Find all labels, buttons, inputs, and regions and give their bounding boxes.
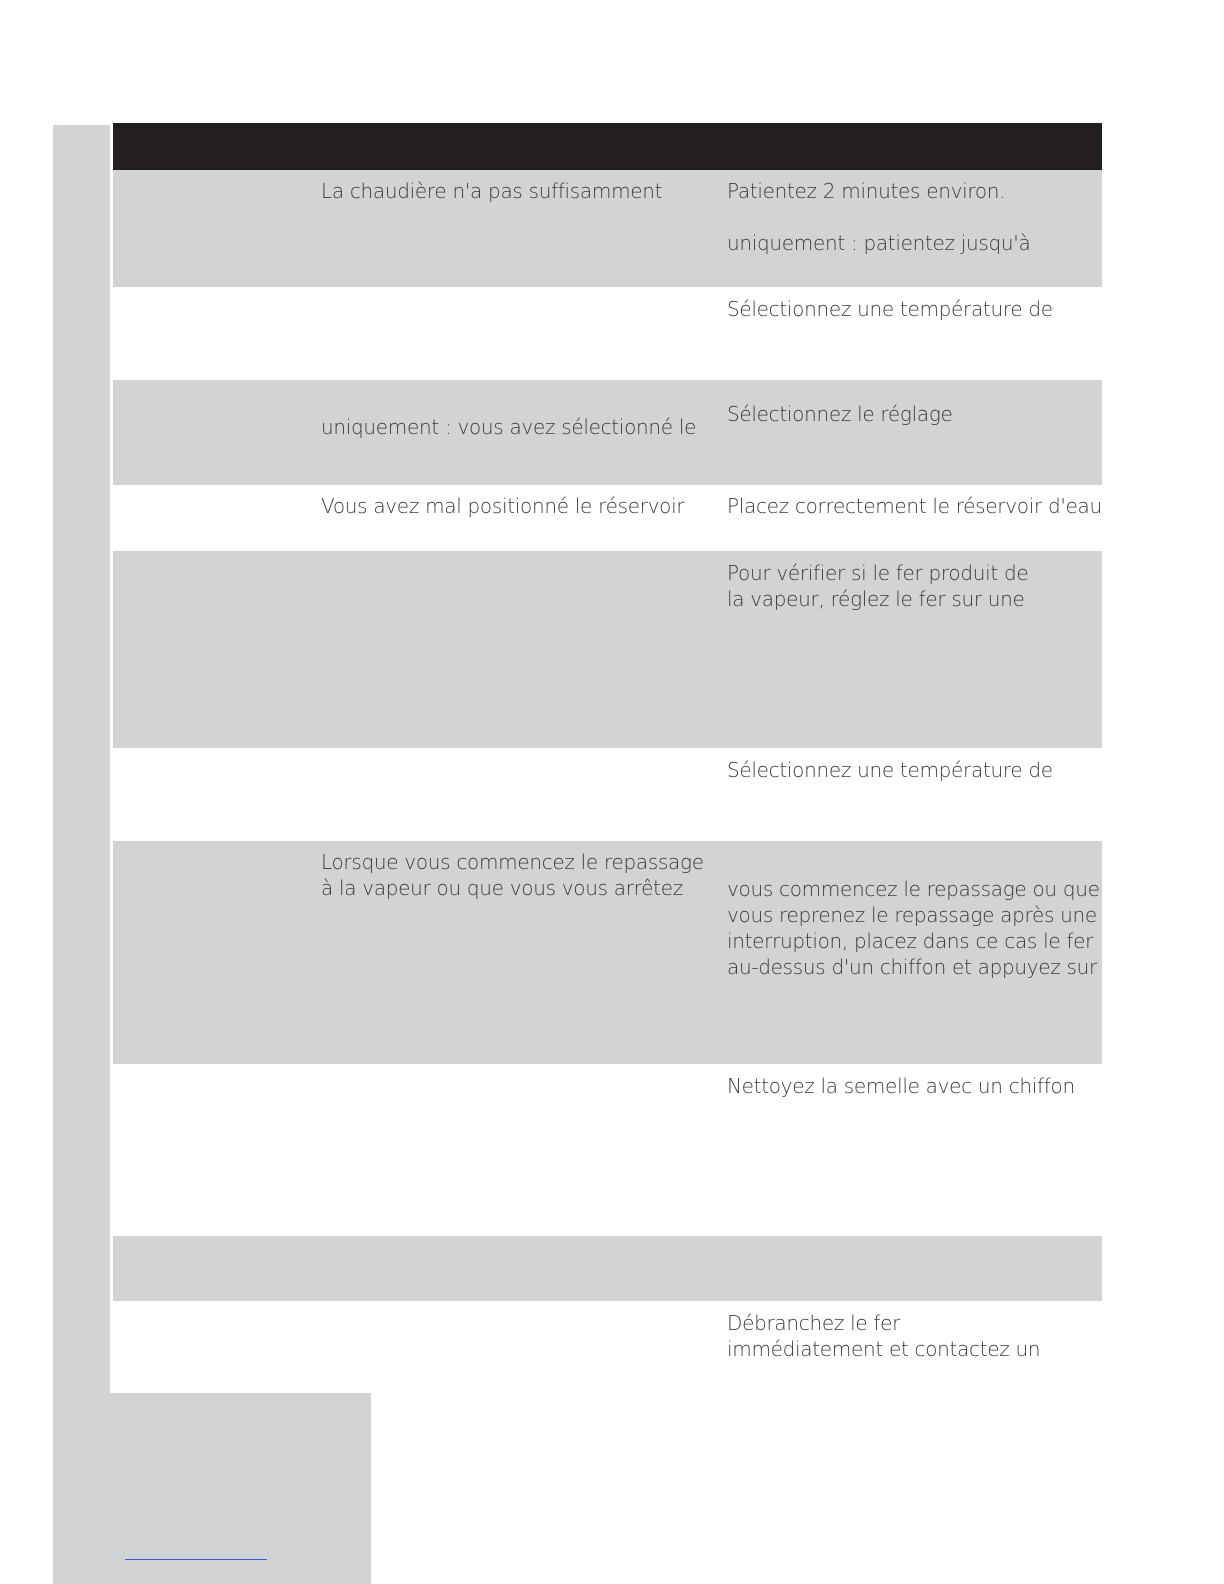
footer-link-underline[interactable]	[125, 1559, 267, 1560]
solution-text: immédiatement et contactez un	[727, 1337, 1041, 1361]
solution-text: interruption, placez dans ce cas le fer	[727, 929, 1094, 953]
table-row	[113, 485, 1102, 551]
cause-text: Lorsque vous commencez le repassage	[321, 850, 704, 874]
table-row	[113, 748, 1102, 841]
table-row	[113, 170, 1102, 287]
solution-text: Sélectionnez une température de	[727, 758, 1053, 782]
side-margin-bar	[53, 125, 110, 1584]
cause-text: La chaudière n'a pas suffisamment	[321, 179, 663, 203]
solution-text: Pour vérifier si le fer produit de	[727, 561, 1029, 585]
solution-text: uniquement : patientez jusqu'à	[727, 231, 1031, 255]
table-row	[113, 1301, 1102, 1393]
cause-text: Vous avez mal positionné le réservoir	[321, 494, 685, 518]
solution-text: Sélectionnez le réglage	[727, 402, 953, 426]
table-row	[113, 551, 1102, 748]
cause-text: uniquement : vous avez sélectionné le	[321, 415, 697, 439]
solution-text: vous commencez le repassage ou que	[727, 877, 1100, 901]
table-row	[113, 1236, 1102, 1301]
table-row	[113, 380, 1102, 485]
table-row	[113, 841, 1102, 1064]
solution-text: Placez correctement le réservoir d'eau	[727, 494, 1102, 518]
side-margin-block	[53, 1393, 371, 1584]
solution-text: vous reprenez le repassage après une	[727, 903, 1097, 927]
solution-text: Sélectionnez une température de	[727, 297, 1053, 321]
solution-text: Patientez 2 minutes environ.	[727, 179, 1006, 203]
table-row	[113, 1064, 1102, 1236]
solution-text: Nettoyez la semelle avec un chiffon	[727, 1074, 1075, 1098]
table-row	[113, 287, 1102, 380]
solution-text: la vapeur, réglez le fer sur une	[727, 587, 1025, 611]
table-header	[113, 123, 1102, 170]
cause-text: à la vapeur ou que vous vous arrêtez	[321, 876, 683, 900]
solution-text: au-dessus d'un chiffon et appuyez sur	[727, 955, 1097, 979]
solution-text: Débranchez le fer	[727, 1311, 901, 1335]
